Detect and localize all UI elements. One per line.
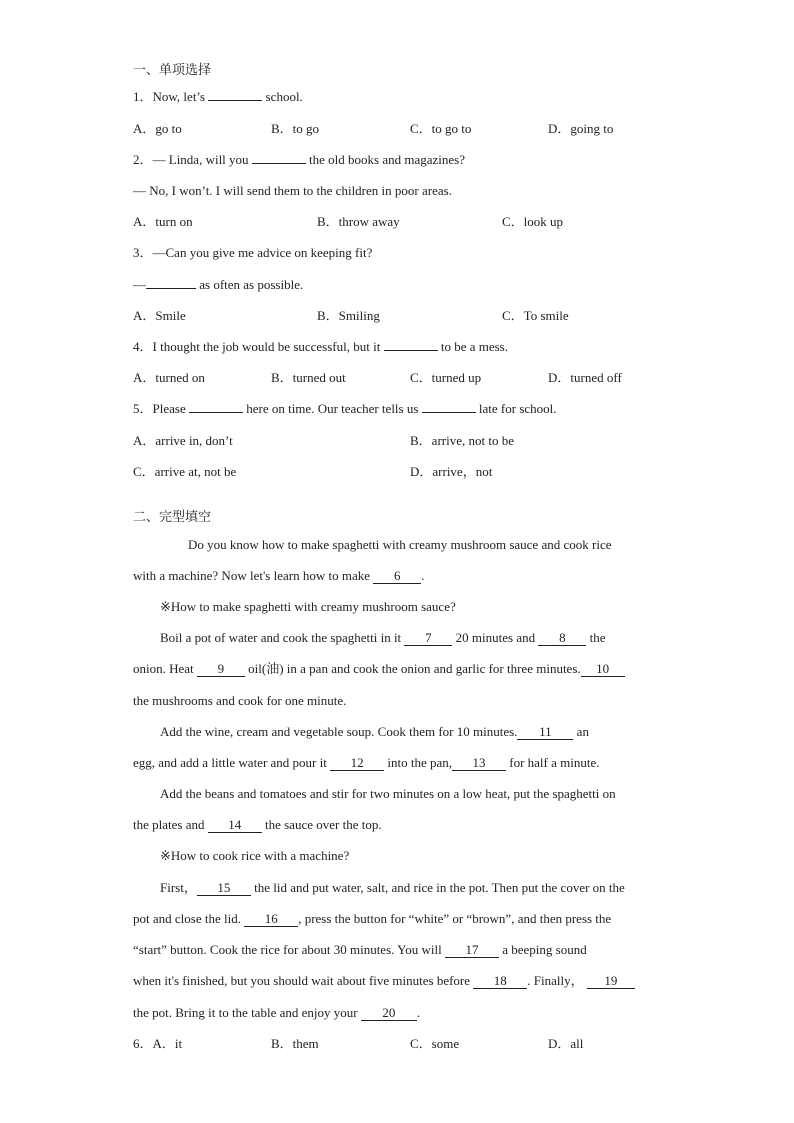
- passage-line: the pot. Bring it to the table and enjoy your 20 .: [133, 1005, 421, 1020]
- q2-option-c[interactable]: C．look up: [502, 214, 564, 229]
- cloze-blank-16[interactable]: 16: [244, 912, 298, 927]
- q2-option-b[interactable]: B．throw away: [317, 214, 400, 229]
- q5-option-c[interactable]: C．arrive at, not be: [133, 464, 237, 479]
- answer-blank[interactable]: [208, 100, 262, 101]
- q2-response: — No, I won’t. I will send them to the children in poor areas.: [133, 183, 452, 198]
- answer-blank[interactable]: [422, 412, 476, 413]
- answer-blank[interactable]: [189, 412, 243, 413]
- cloze-blank-19[interactable]: 19: [587, 974, 635, 989]
- q6-option-d[interactable]: D．all: [548, 1036, 584, 1051]
- cloze-blank-13[interactable]: 13: [452, 756, 506, 771]
- q6-option-b[interactable]: B．them: [271, 1036, 319, 1051]
- passage-line: onion. Heat 9 oil(油) in a pan and cook the onion and garlic for three minutes. 10: [133, 661, 625, 677]
- answer-blank[interactable]: [384, 350, 438, 351]
- q5-option-d[interactable]: D．arrive，not: [410, 464, 493, 479]
- q6-option-c[interactable]: C．some: [410, 1036, 460, 1051]
- cloze-blank-15[interactable]: 15: [197, 881, 251, 896]
- q6-option-a[interactable]: 6．A．it: [133, 1036, 183, 1051]
- question-4: 4．I thought the job would be successful, but it to be a mess.: [133, 339, 508, 354]
- passage-line: with a machine? Now let's learn how to make 6 .: [133, 568, 425, 583]
- passage-line: “start” button. Cook the rice for about 30 minutes. You will 17 a beeping sound: [133, 942, 587, 957]
- answer-blank[interactable]: [252, 163, 306, 164]
- question-1: 1．Now, let’s school.: [133, 89, 303, 104]
- q1-option-a[interactable]: A．go to: [133, 121, 182, 136]
- cloze-blank-9[interactable]: 9: [197, 662, 245, 677]
- passage-line: Do you know how to make spaghetti with creamy mushroom sauce and cook rice: [188, 537, 612, 552]
- cloze-blank-6[interactable]: 6: [373, 569, 421, 584]
- cloze-blank-7[interactable]: 7: [404, 631, 452, 646]
- q1-option-d[interactable]: D．going to: [548, 121, 614, 136]
- cloze-blank-11[interactable]: 11: [517, 725, 573, 740]
- question-2: 2．— Linda, will you the old books and magazines?: [133, 152, 466, 167]
- cloze-blank-8[interactable]: 8: [538, 631, 586, 646]
- passage-line: Add the beans and tomatoes and stir for two minutes on a low heat, put the spaghetti on: [160, 786, 616, 801]
- q1-option-c[interactable]: C．to go to: [410, 121, 472, 136]
- q2-option-a[interactable]: A．turn on: [133, 214, 193, 229]
- section1-heading: 一、单项选择: [133, 63, 212, 78]
- q4-option-b[interactable]: B．turned out: [271, 370, 346, 385]
- q4-option-a[interactable]: A．turned on: [133, 370, 205, 385]
- answer-blank[interactable]: [146, 288, 196, 289]
- cloze-blank-14[interactable]: 14: [208, 818, 262, 833]
- q3-option-b[interactable]: B．Smiling: [317, 308, 380, 323]
- section2-heading: 二、完型填空: [133, 510, 212, 525]
- cloze-blank-10[interactable]: 10: [581, 662, 625, 677]
- q5-option-b[interactable]: B．arrive, not to be: [410, 433, 514, 448]
- question-5: 5．Please here on time. Our teacher tells us late for school.: [133, 401, 557, 416]
- q4-option-d[interactable]: D．turned off: [548, 370, 622, 385]
- passage-line: the mushrooms and cook for one minute.: [133, 693, 347, 708]
- q3-option-c[interactable]: C．To smile: [502, 308, 569, 323]
- cloze-blank-17[interactable]: 17: [445, 943, 499, 958]
- q1-option-b[interactable]: B．to go: [271, 121, 320, 136]
- cloze-blank-12[interactable]: 12: [330, 756, 384, 771]
- question-3: 3．—Can you give me advice on keeping fit?: [133, 245, 373, 260]
- passage-line: the plates and 14 the sauce over the top.: [133, 817, 382, 832]
- subheading-rice: ※How to cook rice with a machine?: [160, 848, 350, 863]
- cloze-blank-18[interactable]: 18: [473, 974, 527, 989]
- q3-response: — as often as possible.: [133, 277, 304, 292]
- passage-line: Add the wine, cream and vegetable soup. Cook them for 10 minutes. 11 an: [160, 724, 589, 739]
- subheading-spaghetti: ※How to make spaghetti with creamy mushroom sauce?: [160, 599, 456, 614]
- passage-line: First， 15 the lid and put water, salt, and rice in the pot. Then put the cover on the: [160, 880, 625, 895]
- passage-line: when it's finished, but you should wait about five minutes before 18 . Finally， 19: [133, 973, 635, 989]
- cloze-blank-20[interactable]: 20: [361, 1006, 417, 1021]
- passage-line: pot and close the lid. 16 , press the button for “white” or “brown”, and then press the: [133, 911, 612, 926]
- q5-option-a[interactable]: A．arrive in, don’t: [133, 433, 233, 448]
- passage-line: egg, and add a little water and pour it 12 into the pan, 13 for half a minute.: [133, 755, 600, 770]
- q3-option-a[interactable]: A．Smile: [133, 308, 186, 323]
- q4-option-c[interactable]: C．turned up: [410, 370, 482, 385]
- passage-line: Boil a pot of water and cook the spaghetti in it 7 20 minutes and 8 the: [160, 630, 606, 645]
